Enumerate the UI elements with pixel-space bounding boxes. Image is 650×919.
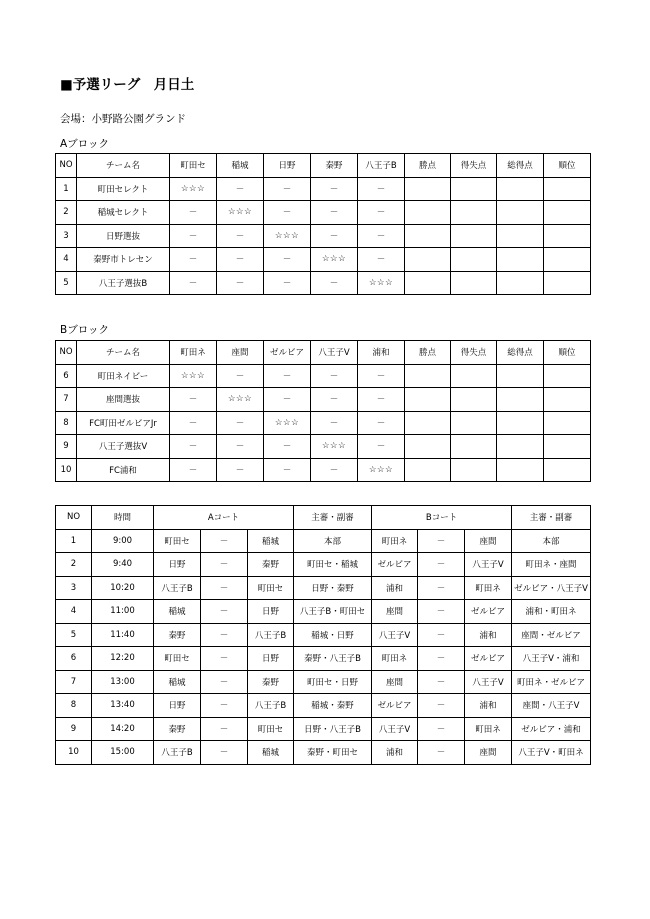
table-cell: － — [217, 411, 264, 435]
table-cell: － — [311, 201, 358, 225]
schedule-cell: － — [418, 694, 465, 718]
schedule-cell: 稲城・日野 — [294, 623, 372, 647]
table-cell: 秦野市トレセン — [77, 248, 170, 272]
table-cell: ☆☆☆ — [358, 458, 405, 482]
table-cell: 10 — [56, 458, 77, 482]
schedule-cell: 八王子V — [465, 670, 512, 694]
table-cell — [451, 458, 497, 482]
schedule-cell: 日野 — [248, 600, 294, 624]
schedule-cell: 八王子B — [154, 576, 201, 600]
schedule-cell: 秦野 — [248, 670, 294, 694]
table-cell — [497, 201, 544, 225]
schedule-cell: － — [201, 741, 248, 765]
schedule-cell: － — [201, 623, 248, 647]
table-cell: － — [358, 201, 405, 225]
table-cell: ☆☆☆ — [217, 388, 264, 412]
table-cell: 町田セレクト — [77, 177, 170, 201]
table-cell: － — [311, 177, 358, 201]
table-cell — [451, 177, 497, 201]
schedule-cell: 秦野・八王子B — [294, 647, 372, 671]
schedule-cell: ゼルビア・八王子V — [512, 576, 591, 600]
table-cell — [451, 271, 497, 295]
table-cell: ☆☆☆ — [217, 201, 264, 225]
schedule-cell: 11:40 — [92, 623, 154, 647]
schedule-cell: 八王子V・浦和 — [512, 647, 591, 671]
header-cell: 時間 — [92, 506, 154, 530]
table-cell: ☆☆☆ — [264, 411, 311, 435]
schedule-cell: ゼルビア — [372, 694, 418, 718]
table-cell — [451, 388, 497, 412]
table-cell — [544, 224, 591, 248]
table-cell: 5 — [56, 271, 77, 295]
table-cell: － — [358, 435, 405, 459]
schedule-cell: ゼルビア — [372, 553, 418, 577]
schedule-cell: 稲城 — [248, 529, 294, 553]
table-row — [56, 364, 591, 388]
schedule-cell: 日野 — [248, 647, 294, 671]
venue-label: 会場：小野路公園グランド — [60, 113, 186, 125]
table-cell: － — [358, 224, 405, 248]
schedule-row — [56, 647, 591, 671]
table-cell: ☆☆☆ — [311, 248, 358, 272]
table-row — [56, 435, 591, 459]
header-cell: 得失点 — [451, 154, 497, 178]
schedule-cell: 町田セ — [248, 576, 294, 600]
table-cell — [544, 411, 591, 435]
header-cell: Bコート — [372, 506, 512, 530]
table-row — [56, 248, 591, 272]
schedule-cell: － — [418, 553, 465, 577]
table-cell: － — [217, 458, 264, 482]
schedule-cell: 本部 — [512, 529, 591, 553]
schedule-cell: ゼルビア — [465, 647, 512, 671]
table-cell: 八王子選抜B — [77, 271, 170, 295]
table-cell: ☆☆☆ — [311, 435, 358, 459]
schedule-cell: 座間・ゼルビア — [512, 623, 591, 647]
table-cell — [497, 177, 544, 201]
schedule-header-row — [56, 506, 591, 530]
header-cell: NO — [56, 341, 77, 365]
schedule-cell: 座間 — [465, 741, 512, 765]
table-row — [56, 177, 591, 201]
table-cell: － — [170, 388, 217, 412]
table-cell: － — [311, 458, 358, 482]
schedule-cell: 15:00 — [92, 741, 154, 765]
table-cell: － — [358, 248, 405, 272]
table-cell: 八王子選抜V — [77, 435, 170, 459]
schedule-cell: ゼルビア・浦和 — [512, 717, 591, 741]
table-cell: 日野選抜 — [77, 224, 170, 248]
schedule-cell: － — [201, 553, 248, 577]
table-cell: － — [264, 177, 311, 201]
header-cell: 主審・副審 — [512, 506, 591, 530]
header-cell: 順位 — [544, 341, 591, 365]
header-cell: 主審・副審 — [294, 506, 372, 530]
schedule-cell: － — [418, 647, 465, 671]
table-cell — [544, 201, 591, 225]
table-cell — [405, 364, 451, 388]
header-cell: 町田ネ — [170, 341, 217, 365]
table-cell — [451, 435, 497, 459]
schedule-cell: 13:40 — [92, 694, 154, 718]
table-cell: － — [311, 364, 358, 388]
table-cell — [497, 248, 544, 272]
table-cell — [405, 458, 451, 482]
table-cell — [405, 177, 451, 201]
table-cell: FC浦和 — [77, 458, 170, 482]
table-cell — [544, 458, 591, 482]
header-cell: 秦野 — [311, 154, 358, 178]
table-cell — [497, 224, 544, 248]
schedule-cell: － — [201, 576, 248, 600]
schedule-cell: 八王子V — [372, 717, 418, 741]
schedule-cell: 本部 — [294, 529, 372, 553]
block-a-table — [55, 153, 591, 295]
header-cell: 八王子B — [358, 154, 405, 178]
schedule-cell: 10 — [56, 741, 92, 765]
table-cell — [405, 411, 451, 435]
schedule-cell: 八王子B — [248, 623, 294, 647]
table-cell: － — [358, 177, 405, 201]
schedule-cell: 町田ネ — [372, 529, 418, 553]
table-cell: 1 — [56, 177, 77, 201]
table-cell: － — [217, 177, 264, 201]
table-cell — [405, 435, 451, 459]
table-cell: － — [358, 411, 405, 435]
schedule-cell: 2 — [56, 553, 92, 577]
table-cell — [451, 248, 497, 272]
schedule-cell: 9 — [56, 717, 92, 741]
table-cell: － — [264, 248, 311, 272]
table-cell — [544, 271, 591, 295]
table-cell — [544, 177, 591, 201]
table-cell — [451, 364, 497, 388]
header-cell: Aコート — [154, 506, 294, 530]
header-cell: チーム名 — [77, 154, 170, 178]
schedule-cell: 町田セ — [154, 647, 201, 671]
header-cell: NO — [56, 506, 92, 530]
table-cell — [544, 248, 591, 272]
schedule-cell: 町田セ・稲城 — [294, 553, 372, 577]
header-cell: 座間 — [217, 341, 264, 365]
table-cell — [497, 411, 544, 435]
table-cell: － — [311, 411, 358, 435]
schedule-cell: 8 — [56, 694, 92, 718]
schedule-row — [56, 529, 591, 553]
table-cell — [405, 388, 451, 412]
header-cell: 得失点 — [451, 341, 497, 365]
schedule-cell: 八王子B・町田セ — [294, 600, 372, 624]
match-schedule-table — [55, 505, 591, 765]
block-b-label: Bブロック — [60, 324, 109, 336]
table-cell — [405, 271, 451, 295]
header-cell: NO — [56, 154, 77, 178]
table-cell — [405, 248, 451, 272]
schedule-row — [56, 741, 591, 765]
schedule-row — [56, 694, 591, 718]
schedule-cell: － — [201, 600, 248, 624]
schedule-cell: 秦野 — [154, 717, 201, 741]
table-cell: － — [170, 248, 217, 272]
schedule-cell: 11:00 — [92, 600, 154, 624]
table-cell: － — [311, 224, 358, 248]
schedule-cell: 浦和 — [465, 694, 512, 718]
table-cell: － — [311, 271, 358, 295]
table-cell: ☆☆☆ — [264, 224, 311, 248]
schedule-cell: 秦野・町田セ — [294, 741, 372, 765]
schedule-row — [56, 670, 591, 694]
schedule-cell: 浦和・町田ネ — [512, 600, 591, 624]
schedule-cell: 稲城・秦野 — [294, 694, 372, 718]
table-cell — [497, 271, 544, 295]
header-cell: チーム名 — [77, 341, 170, 365]
schedule-cell: － — [201, 529, 248, 553]
schedule-cell: 町田ネ — [465, 717, 512, 741]
block-b-table — [55, 340, 591, 482]
table-row — [56, 224, 591, 248]
schedule-cell: 13:00 — [92, 670, 154, 694]
header-cell: 稲城 — [217, 154, 264, 178]
table-cell: － — [264, 458, 311, 482]
schedule-cell: 座間 — [372, 600, 418, 624]
schedule-cell: 町田ネ・座間 — [512, 553, 591, 577]
table-row — [56, 271, 591, 295]
schedule-cell: 秦野 — [154, 623, 201, 647]
table-cell: － — [217, 271, 264, 295]
table-cell — [497, 458, 544, 482]
table-cell — [544, 435, 591, 459]
table-cell: 町田ネイビー — [77, 364, 170, 388]
schedule-cell: 座間 — [465, 529, 512, 553]
table-cell: 稲城セレクト — [77, 201, 170, 225]
table-cell — [405, 201, 451, 225]
table-cell: － — [311, 388, 358, 412]
table-cell: － — [264, 435, 311, 459]
header-cell: 町田セ — [170, 154, 217, 178]
header-cell: 順位 — [544, 154, 591, 178]
table-cell: 6 — [56, 364, 77, 388]
schedule-cell: 座間・八王子V — [512, 694, 591, 718]
schedule-cell: 町田ネ — [465, 576, 512, 600]
schedule-cell: 浦和 — [372, 741, 418, 765]
table-cell: 7 — [56, 388, 77, 412]
schedule-cell: 日野 — [154, 553, 201, 577]
header-cell: 勝点 — [405, 154, 451, 178]
table-cell: 4 — [56, 248, 77, 272]
table-cell — [451, 224, 497, 248]
schedule-cell: － — [418, 670, 465, 694]
table-cell: － — [217, 224, 264, 248]
schedule-cell: ゼルビア — [465, 600, 512, 624]
schedule-cell: － — [201, 670, 248, 694]
table-row — [56, 201, 591, 225]
table-row — [56, 388, 591, 412]
schedule-cell: － — [201, 647, 248, 671]
schedule-cell: 町田セ — [248, 717, 294, 741]
schedule-row — [56, 623, 591, 647]
schedule-cell: 浦和 — [465, 623, 512, 647]
schedule-cell: 浦和 — [372, 576, 418, 600]
schedule-row — [56, 600, 591, 624]
schedule-cell: － — [201, 717, 248, 741]
schedule-cell: 町田ネ・ゼルビア — [512, 670, 591, 694]
schedule-cell: 9:00 — [92, 529, 154, 553]
header-cell: 総得点 — [497, 154, 544, 178]
table-cell: － — [217, 248, 264, 272]
table-cell: － — [264, 388, 311, 412]
header-cell: 勝点 — [405, 341, 451, 365]
table-header-row — [56, 154, 591, 178]
schedule-cell: 9:40 — [92, 553, 154, 577]
schedule-cell: 八王子V・町田ネ — [512, 741, 591, 765]
schedule-cell: 町田ネ — [372, 647, 418, 671]
schedule-cell: 14:20 — [92, 717, 154, 741]
header-cell: ゼルビア — [264, 341, 311, 365]
schedule-cell: 日野・八王子B — [294, 717, 372, 741]
schedule-cell: 八王子B — [248, 694, 294, 718]
table-cell: 2 — [56, 201, 77, 225]
table-cell: － — [170, 201, 217, 225]
schedule-cell: － — [201, 694, 248, 718]
schedule-cell: 6 — [56, 647, 92, 671]
table-cell: 座間選抜 — [77, 388, 170, 412]
schedule-cell: 町田セ — [154, 529, 201, 553]
table-cell: － — [170, 271, 217, 295]
schedule-cell: 稲城 — [154, 670, 201, 694]
header-cell: 八王子V — [311, 341, 358, 365]
table-cell: － — [217, 364, 264, 388]
schedule-cell: 秦野 — [248, 553, 294, 577]
schedule-cell: － — [418, 529, 465, 553]
table-row — [56, 411, 591, 435]
schedule-row — [56, 553, 591, 577]
schedule-cell: － — [418, 623, 465, 647]
table-cell: － — [170, 458, 217, 482]
page-title: ■予選リーグ 月日土 — [60, 77, 195, 93]
block-a-label: Aブロック — [60, 138, 109, 150]
schedule-cell: 7 — [56, 670, 92, 694]
table-cell: － — [358, 364, 405, 388]
table-cell: － — [264, 364, 311, 388]
schedule-row — [56, 576, 591, 600]
schedule-cell: － — [418, 576, 465, 600]
table-row — [56, 458, 591, 482]
schedule-cell: － — [418, 741, 465, 765]
table-cell — [497, 435, 544, 459]
schedule-cell: － — [418, 717, 465, 741]
table-cell: － — [170, 435, 217, 459]
schedule-cell: 5 — [56, 623, 92, 647]
table-cell: 8 — [56, 411, 77, 435]
table-cell: － — [264, 271, 311, 295]
header-cell: 日野 — [264, 154, 311, 178]
table-cell: 3 — [56, 224, 77, 248]
table-cell: 9 — [56, 435, 77, 459]
table-cell: FC町田ゼルビアJr — [77, 411, 170, 435]
header-cell: 浦和 — [358, 341, 405, 365]
table-cell: － — [170, 224, 217, 248]
schedule-row — [56, 717, 591, 741]
table-cell: ☆☆☆ — [358, 271, 405, 295]
table-cell — [451, 201, 497, 225]
table-cell: － — [170, 411, 217, 435]
table-cell — [544, 388, 591, 412]
header-cell: 総得点 — [497, 341, 544, 365]
schedule-cell: 日野 — [154, 694, 201, 718]
table-cell — [497, 388, 544, 412]
table-cell: － — [217, 435, 264, 459]
schedule-cell: 八王子B — [154, 741, 201, 765]
table-cell: － — [358, 388, 405, 412]
schedule-cell: 座間 — [372, 670, 418, 694]
schedule-cell: 4 — [56, 600, 92, 624]
schedule-cell: 日野・秦野 — [294, 576, 372, 600]
schedule-cell: 稲城 — [154, 600, 201, 624]
schedule-cell: － — [418, 600, 465, 624]
schedule-cell: 12:20 — [92, 647, 154, 671]
table-cell: ☆☆☆ — [170, 364, 217, 388]
table-cell: － — [264, 201, 311, 225]
schedule-cell: 八王子V — [372, 623, 418, 647]
schedule-cell: 八王子V — [465, 553, 512, 577]
table-cell — [451, 411, 497, 435]
table-cell: ☆☆☆ — [170, 177, 217, 201]
table-cell — [544, 364, 591, 388]
schedule-cell: 3 — [56, 576, 92, 600]
schedule-cell: 10:20 — [92, 576, 154, 600]
schedule-cell: 稲城 — [248, 741, 294, 765]
schedule-cell: 町田セ・日野 — [294, 670, 372, 694]
table-header-row — [56, 341, 591, 365]
schedule-cell: 1 — [56, 529, 92, 553]
table-cell — [405, 224, 451, 248]
table-cell — [497, 364, 544, 388]
